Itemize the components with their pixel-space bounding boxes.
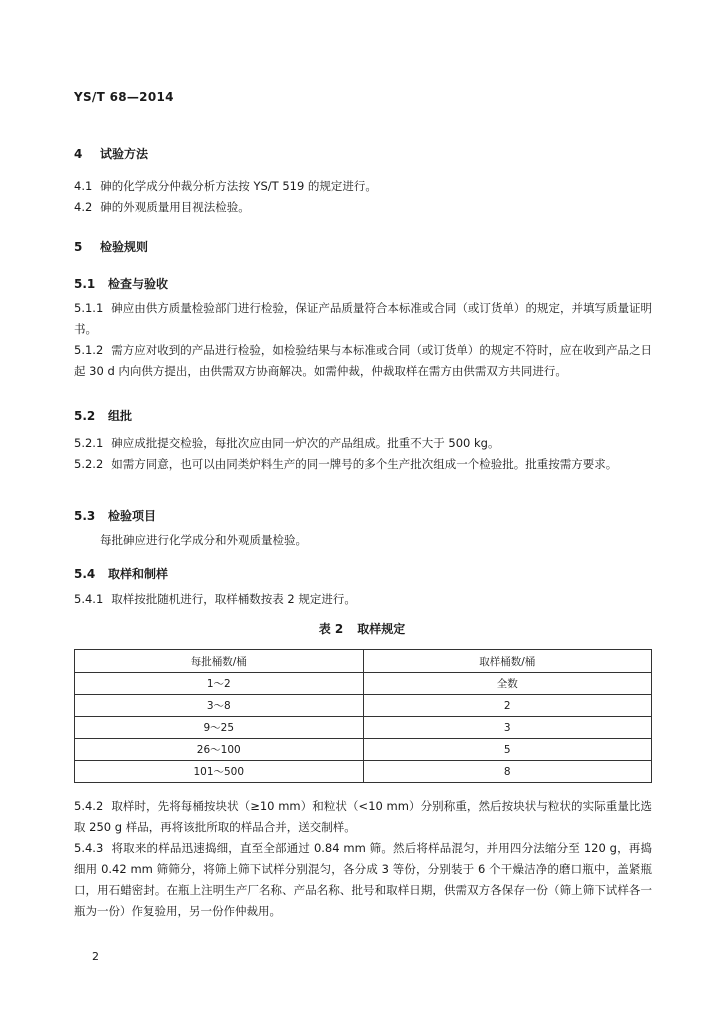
section-5-2-heading: 5.2 组批 [74, 409, 133, 423]
table-cell: 101～500 [75, 761, 364, 783]
table-cell: 26～100 [75, 739, 364, 761]
clause-5-2-1: 5.2.1 砷应成批提交检验，每批次应由同一炉次的产品组成。批重不大于 500 kg。 [74, 436, 500, 450]
section-5-4-heading: 5.4 取样和制样 [74, 567, 169, 581]
table-row [75, 695, 652, 717]
page-number: 2 [92, 950, 99, 963]
clause-5-4-3: 5.4.3 将取来的样品迅速捣细，直至全部通过 0.84 mm 筛。然后将样品混匀，并用四分法缩分至 120 g，再捣细用 0.42 mm 筛筛分，将筛上筛下试样分别混匀，各分成 3 等份，分别装于 6 个干燥洁净的磨口瓶中，盖紧瓶口，用石蜡密封。在瓶上注明生产厂名称、产品名称、批号和取样日期，供需双方各保存一份（筛上筛下试样各一瓶为一份）作复验用，另一份作仲裁用。 [74, 841, 652, 918]
clause-5-4-1: 5.4.1 取样按批随机进行，取样桶数按表 2 规定进行。 [74, 592, 356, 606]
section-5-1-heading: 5.1 检查与验收 [74, 277, 169, 291]
table-cell: 9～25 [75, 717, 364, 739]
sampling-table [74, 649, 652, 783]
table-cell: 3～8 [75, 695, 364, 717]
table-cell: 8 [363, 761, 652, 783]
table-cell: 3 [363, 717, 652, 739]
clause-5-2-2: 5.2.2 如需方同意，也可以由同类炉料生产的同一牌号的多个生产批次组成一个检验批。批重按需方要求。 [74, 457, 618, 471]
section-5-heading: 5 检验规则 [74, 240, 149, 254]
table-cell: 全数 [363, 673, 652, 695]
section-4-heading: 4 试验方法 [74, 147, 149, 161]
table-row [75, 739, 652, 761]
table-row [75, 761, 652, 783]
table-header-row [75, 650, 652, 673]
header-batch-barrels: 每批桶数/桶 [75, 650, 364, 673]
header-sample-barrels: 取样桶数/桶 [363, 650, 652, 673]
table-cell: 5 [363, 739, 652, 761]
table-caption: 表 2 取样规定 [318, 622, 406, 636]
table-cell: 1～2 [75, 673, 364, 695]
table-row [75, 717, 652, 739]
clause-4-1: 4.1 砷的化学成分仲裁分析方法按 YS/T 519 的规定进行。 [74, 179, 377, 193]
clause-5-4-2: 5.4.2 取样时，先将每桶按块状（≥10 mm）和粒状（<10 mm）分别称重，然后按块状与粒状的实际重量比选取 250 g 样品，再将该批所取的样品合并，送交制样。 [74, 799, 652, 834]
table-row [75, 673, 652, 695]
clause-5-1-1: 5.1.1 砷应由供方质量检验部门进行检验，保证产品质量符合本标准或合同（或订货单）的规定，并填写质量证明书。 [74, 301, 652, 336]
clause-5-3-text: 每批砷应进行化学成分和外观质量检验。 [100, 533, 307, 547]
standard-code: YS/T 68—2014 [74, 90, 174, 104]
table-cell: 2 [363, 695, 652, 717]
section-5-3-heading: 5.3 检验项目 [74, 509, 157, 523]
clause-4-2: 4.2 砷的外观质量用目视法检验。 [74, 200, 250, 214]
clause-5-1-2: 5.1.2 需方应对收到的产品进行检验，如检验结果与本标准或合同（或订货单）的规定不符时，应在收到产品之日起 30 d 内向供方提出，由供需双方协商解决。如需仲裁，仲裁取样在需方由供需双方共同进行。 [74, 343, 652, 378]
